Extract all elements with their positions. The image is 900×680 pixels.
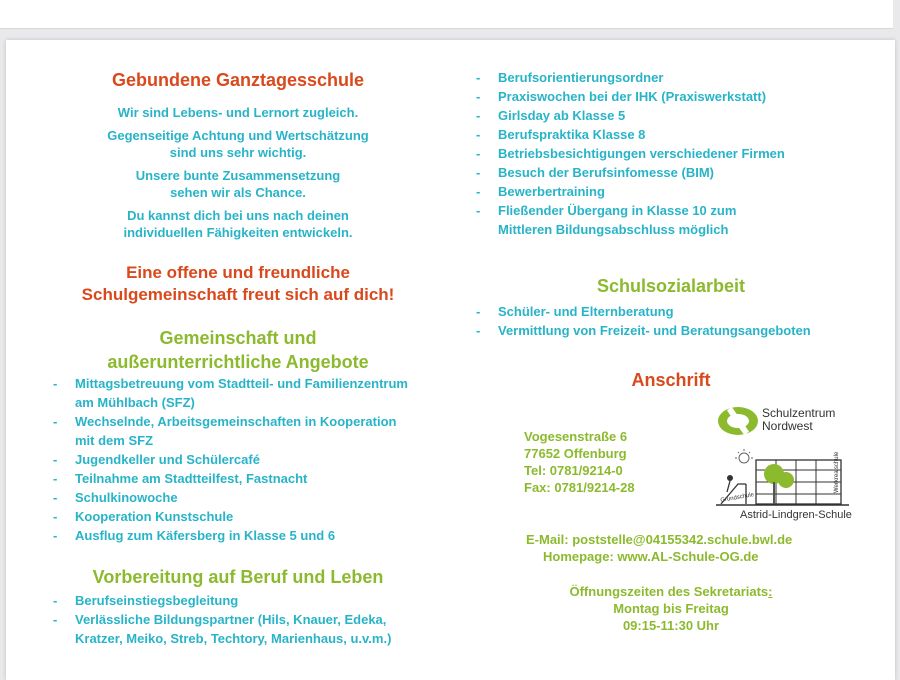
heading-line: Gemeinschaft und bbox=[159, 328, 317, 348]
list-item: - Vermittlung von Freizeit- und Beratungsangeboten bbox=[473, 321, 873, 340]
intro-line: Gegenseitige Achtung und Wertschätzung bbox=[107, 128, 369, 143]
slogan-line: Schulgemeinschaft freut sich auf dich! bbox=[81, 285, 395, 304]
list-item: - Fließender Übergang in Klasse 10 zum Mittleren Bildungsabschluss möglich bbox=[473, 201, 873, 239]
heading-schulsozialarbeit: Schulsozialarbeit bbox=[596, 276, 746, 296]
list-item: - Berufspraktika Klasse 8 bbox=[473, 125, 873, 144]
address-block bbox=[524, 428, 704, 496]
flyer-page bbox=[6, 40, 895, 680]
intro-line: Unsere bunte Zusammensetzung bbox=[135, 168, 341, 183]
heading-anschrift: Anschrift bbox=[631, 370, 711, 390]
career-list-left bbox=[50, 591, 450, 648]
previous-page-edge bbox=[0, 0, 893, 29]
heading-gemeinschaft bbox=[46, 326, 430, 374]
slogan bbox=[36, 262, 440, 306]
intro-line: Du kannst dich bei uns nach deinen bbox=[127, 208, 349, 223]
offers-list bbox=[50, 374, 450, 545]
list-item: - Betriebsbesichtigungen verschiedener Firmen bbox=[473, 144, 873, 163]
schulzentrum-logo-icon bbox=[716, 404, 760, 438]
intro-line: Wir sind Lebens- und Lernort zugleich. bbox=[117, 105, 359, 120]
list-item: - Schüler- und Elternberatung bbox=[473, 302, 873, 321]
slogan-line: Eine offene und freundliche bbox=[126, 263, 350, 282]
office-hours-title: Öffnungszeiten des Sekretariats: bbox=[569, 584, 773, 599]
office-hours bbox=[546, 583, 796, 634]
heading-beruf: Vorbereitung auf Beruf und Leben bbox=[92, 567, 384, 587]
intro-line: sind uns sehr wichtig. bbox=[169, 145, 307, 160]
schulzentrum-logo bbox=[714, 402, 874, 442]
intro-block bbox=[46, 104, 430, 241]
intro-line: individuellen Fähigkeiten entwickeln. bbox=[123, 225, 353, 240]
list-item: - Bewerbertraining bbox=[473, 182, 873, 201]
list-item: - Verlässliche Bildungspartner (Hils, Knauer, Edeka, Kratzer, Meiko, Streb, Techtory, Marienhaus, u.v.m.) bbox=[50, 610, 450, 648]
list-item: - Wechselnde, Arbeitsgemeinschaften in Kooperation mit dem SFZ bbox=[50, 412, 450, 450]
list-item: - Mittagsbetreuung vom Stadtteil- und Familienzentrum am Mühlbach (SFZ) bbox=[50, 374, 450, 412]
list-item: - Ausflug zum Käfersberg in Klasse 5 und 6 bbox=[50, 526, 450, 545]
contact-block bbox=[526, 531, 886, 565]
list-item: - Jugendkeller und Schülercafé bbox=[50, 450, 450, 469]
logo-line: Nordwest bbox=[762, 419, 813, 433]
address-street: Vogesenstraße 6 bbox=[524, 429, 628, 444]
logo-line: Schulzentrum bbox=[762, 406, 836, 420]
astrid-lindgren-logo bbox=[716, 448, 866, 523]
intro-line: sehen wir als Chance. bbox=[170, 185, 306, 200]
address-city: 77652 Offenburg bbox=[524, 446, 627, 461]
list-item: - Praxiswochen bei der IHK (Praxiswerkstatt) bbox=[473, 87, 873, 106]
list-item: - Berufseinstiegsbegleitung bbox=[50, 591, 450, 610]
heading-ganztagesschule: Gebundene Ganztagesschule bbox=[111, 70, 365, 90]
list-item: - Besuch der Berufsinfomesse (BIM) bbox=[473, 163, 873, 182]
office-hours-days: Montag bis Freitag bbox=[613, 601, 729, 616]
logo-school-name: Astrid-Lindgren-Schule bbox=[740, 509, 852, 521]
address-fax: Fax: 0781/9214-28 bbox=[524, 480, 635, 495]
logo-side-right: Werkrealschule bbox=[834, 451, 840, 493]
heading-line: außerunterrichtliche Angebote bbox=[107, 352, 369, 372]
logo-side-left: Grundschule bbox=[720, 492, 755, 504]
list-item: - Schulkinowoche bbox=[50, 488, 450, 507]
list-item: - Teilnahme am Stadtteilfest, Fastnacht bbox=[50, 469, 450, 488]
contact-homepage[interactable]: Homepage: www.AL-Schule-OG.de bbox=[543, 549, 759, 564]
contact-email[interactable]: E-Mail: poststelle@04155342.schule.bwl.de bbox=[526, 532, 793, 547]
career-list-right bbox=[473, 68, 873, 239]
social-list bbox=[473, 302, 873, 340]
list-item: - Kooperation Kunstschule bbox=[50, 507, 450, 526]
list-item: - Girlsday ab Klasse 5 bbox=[473, 106, 873, 125]
office-hours-time: 09:15-11:30 Uhr bbox=[622, 618, 720, 633]
address-tel: Tel: 0781/9214-0 bbox=[524, 463, 623, 478]
list-item: - Berufsorientierungsordner bbox=[473, 68, 873, 87]
